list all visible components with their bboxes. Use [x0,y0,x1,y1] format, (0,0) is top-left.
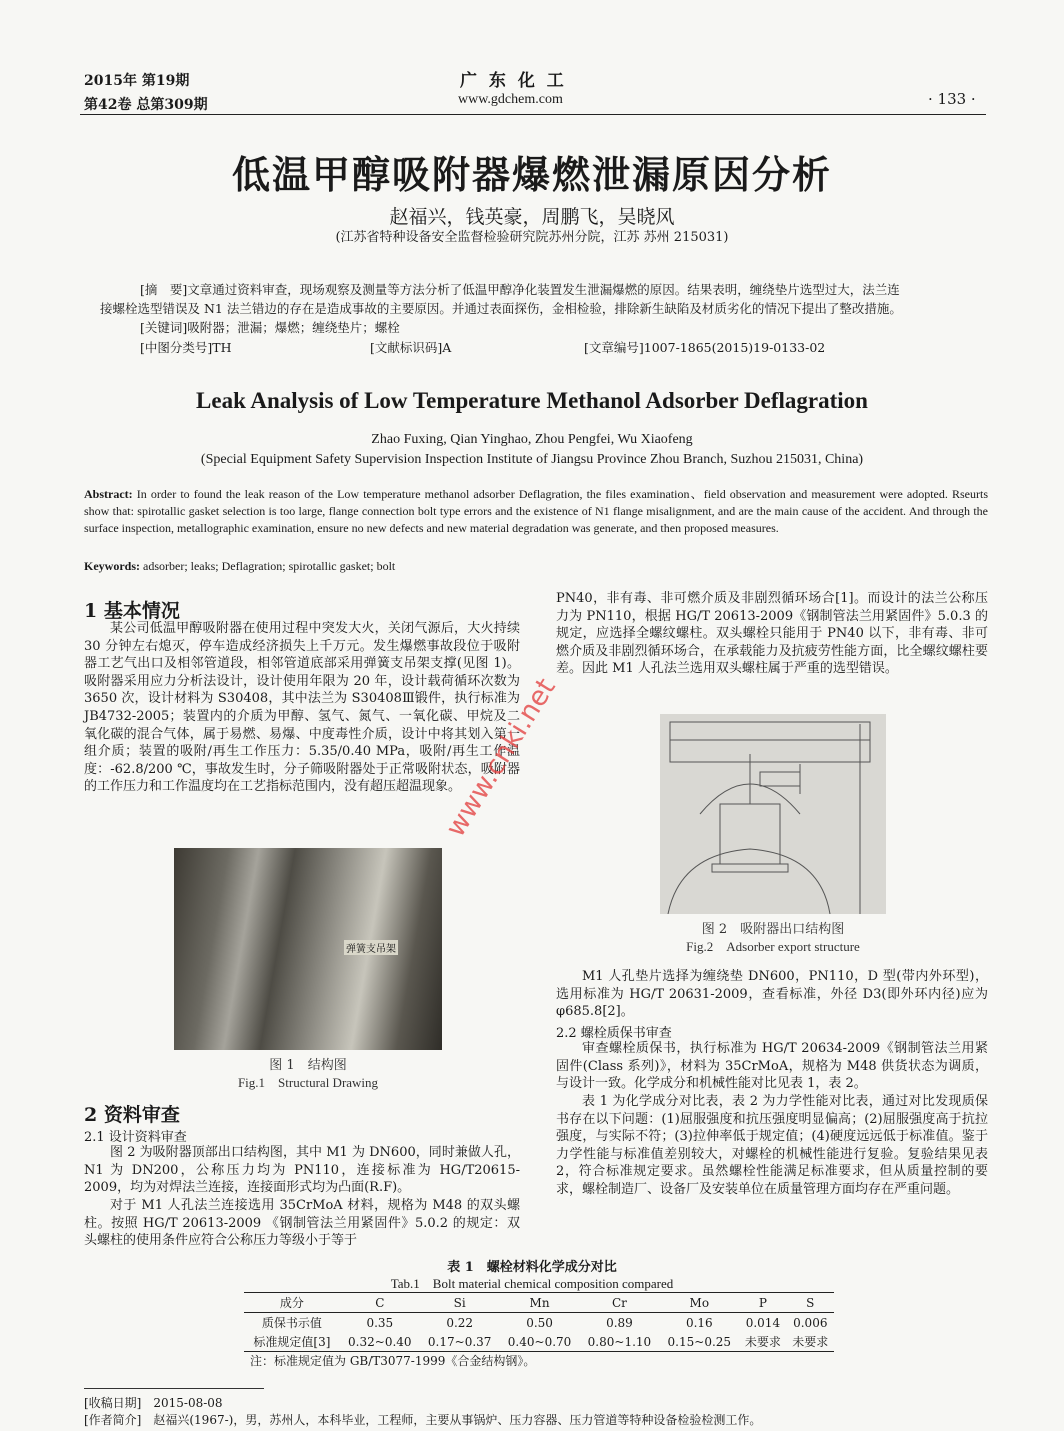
table-header-cell: Cr [579,1293,659,1313]
table-cell: 标准规定值[3] [244,1332,340,1352]
figure-1-photo [174,848,442,1050]
table-row [244,1332,834,1352]
table-header-cell: 成分 [244,1293,340,1313]
figure-1-label: 弹簧支吊架 [344,940,398,955]
table-cell: 未要求 [787,1332,834,1352]
clc-number: [中图分类号]TH [140,340,232,355]
table-cell: 0.16 [685,1315,713,1330]
figure-1-caption-en: Fig.1 Structural Drawing [237,1075,379,1090]
figure-2-caption-en: Fig.2 Adsorber export structure [686,939,860,954]
right-paragraph-continued: PN40，非有毒、非可燃介质及非剧烈循环场合[1]。而设计的法兰公称压力为 PN110，根据 HG/T 20613-2009《钢制管法兰用紧固件》5.0.3 的规定，应选择全螺纹螺柱。双头螺栓只能用于 PN40 以下，非有毒、非可燃介质及非剧烈循环场合，在承载能力及抗疲劳性能方面，比全螺纹螺柱要差。因此 M1 人孔法兰选用双头螺柱属于严重的选型错误。 [556,591,988,677]
abstract-en [84,486,988,537]
abstract-cn [100,280,990,337]
keywords-en-text: adsorber; leaks; Deflagration; spirotallic gasket; bolt [140,559,396,573]
title-cn: 低温甲醇吸附器爆燃泄漏原因分析 [231,152,832,197]
drawing-n1-nozzle [760,772,800,786]
table-cell: 0.014 [745,1315,781,1330]
subsection-2-2-heading: 2.2 螺栓质保书审查 [556,1026,672,1041]
authors-cn: 赵福兴，钱英豪，周鹏飞，吴晓风 [389,206,675,228]
section-2-1-paragraph-1: 图 2 为吸附器顶部出口结构图，其中 M1 为 DN600，同时兼做人孔，N1 为 DN200，公称压力均为 PN110，连接标准为 HG/T20615-2009，均为对焊法兰连接，连接面形式均为凸面(R.F)。 [84,1145,520,1196]
footnote-received: [收稿日期] 2015-08-08 [84,1396,223,1410]
journal-website[interactable]: www.gdchem.com [458,92,563,107]
table-cell: 0.35 [366,1315,394,1330]
header-volume: 第42卷 总第309期 [84,97,208,113]
drawing-manhole-neck [720,804,780,864]
page-number: · 133 · [928,90,976,108]
footnote-author: [作者简介] 赵福兴(1967-)，男，苏州人，本科毕业，工程师，主要从事锅炉、压力容器、压力管道等特种设备检验检测工作。 [84,1413,762,1427]
affiliation-cn: (江苏省特种设备安全监督检验研究院苏州分院，江苏 苏州 215031) [335,230,729,245]
affiliation-en: (Special Equipment Safety Supervision Inspection Institute of Jiangsu Province Zhou Branch, Suzhou 215031, China) [200,452,864,467]
table-cell: 0.32~0.40 [340,1332,420,1352]
table-1 [244,1292,834,1352]
table-header-row [244,1293,834,1313]
abstract-cn-line2: 接螺栓选型错误及 N1 法兰错边的存在是造成事故的主要原因。并通过表面探伤，金相检验，排除新生缺陷及材质劣化的情况下提出了整改措施。 [100,301,902,316]
table-cell: 0.15~0.25 [659,1332,739,1352]
footnote-rule [84,1388,264,1389]
table-cell: 0.17~0.37 [420,1332,500,1352]
table-cell: 0.89 [606,1315,633,1330]
drawing-m1-flange [712,864,788,872]
table-1-title-en: Tab.1 Bolt material chemical composition compared [390,1276,674,1291]
subsection-2-1-heading: 2.1 设计资料审查 [84,1130,187,1145]
article-number: [文章编号]1007-1865(2015)19-0133-02 [584,340,826,355]
watermark-text: www.cnki.net [440,673,562,843]
figure-2-drawing [660,714,886,914]
table-header-cell: Si [420,1293,500,1313]
table-row [244,1313,834,1333]
keywords-en [84,558,988,575]
table-cell: 未要求 [739,1332,786,1352]
abstract-cn-line1: [摘 要]文章通过资料审查，现场观察及测量等方法分析了低温甲醇净化装置发生泄漏爆燃的原因。结果表明，缠绕垫片选型过大，法兰连 [140,282,900,297]
table-1-note: 注：标准规定值为 GB/T3077-1999《合金结构钢》。 [250,1354,536,1368]
table-cell: 0.50 [526,1315,553,1330]
title-en: Leak Analysis of Low Temperature Methanol Adsorber Deflagration [196,388,868,413]
table-1-grid [244,1292,834,1352]
section-2-2-paragraph-1: 审查螺栓质保书，执行标准为 HG/T 20634-2009《钢制管法兰用紧固件(Class 系列)》，材料为 35CrMoA，规格为 M48 供货状态为调质，与设计一致。化学成分和机械性能对比见表 1，表 2。 [556,1041,988,1092]
section-2-1-paragraph-2: 对于 M1 人孔法兰连接选用 35CrMoA 材料，规格为 M48 的双头螺柱。按照 HG/T 20613-2009 《钢制管法兰用紧固件》5.0.2 的规定：双头螺柱的使用条件应符合公称压力等级小于等于 [84,1198,520,1249]
figure-2-caption-cn: 图 2 吸附器出口结构图 [701,922,845,937]
keywords-cn: [关键词]吸附器；泄漏；爆燃；缠绕垫片；螺栓 [140,320,400,335]
table-1-title-cn: 表 1 螺栓材料化学成分对比 [447,1260,617,1275]
table-cell: 0.40~0.70 [500,1332,580,1352]
doc-code: [文献标识码]A [370,340,452,355]
right-paragraph-gasket: M1 人孔垫片选择为缠绕垫 DN600，PN110，D 型(带内外环型)，选用标准为 HG/T 20631-2009，查看标准，外径 D3(即外环内径)应为 φ685.8[2]。 [556,969,988,1020]
journal-name: 广 东 化 工 [460,71,567,91]
table-header-cell: Mn [500,1293,580,1313]
section-1-paragraph: 某公司低温甲醇吸附器在使用过程中突发大火，关闭气源后，大火持续 30 分钟左右熄灭，停车造成经济损失上千万元。发生爆燃事故段位于吸附器工艺气出口及相邻管道段，相邻管道底部采用弹簧支吊架支撑(见图 1)。吸附器采用应力分析法设计，设计使用年限为 20 年，设计载荷循环次数为 3650 次，设计材料为 S30408，其中法兰为 S30408Ⅲ锻件，执行标准为 JB4732-2005；装置内的介质为甲醇、氢气、氮气、一氧化碳、甲烷及二氧化碳的混合气体，属于易燃、易爆、中度毒性介质，设计中将其划入第一组介质；装置的吸附/再生工作压力：5.35/0.40 MPa，吸附/再生工作温度：-62.8/200 ℃，事故发生时，分子筛吸附器处于正常吸附状态，吸附器的工作压力和工作温度均在工艺指标范围内，没有超压超温现象。 [84,621,520,795]
abstract-en-label: Abstract: [84,487,133,501]
adsorber-drawing-svg [660,714,886,914]
table-cell: 0.22 [446,1315,474,1330]
table-header-cell: P [739,1293,786,1313]
section-2-2-paragraph-2: 表 1 为化学成分对比表，表 2 为力学性能对比表，通过对比发现质保书存在以下问题：(1)屈服强度和抗压强度明显偏高；(2)屈服强度高于抗拉强度，与实际不符；(3)拉伸率低于规定值；(4)硬度远远低于标准值。鉴于力学性能与标准值差别较大，对螺栓的机械性能进行复验。复验结果见表 2，符合标准规定要求。虽然螺栓性能满足标准要求，但从质量控制的要求，螺栓制造厂、设备厂及安装单位在质量管理方面均存在严重问题。 [556,1094,988,1197]
abstract-en-text: In order to found the leak reason of the Low temperature methanol adsorber Deflagration, the files examination、field observation and measurement were adopted. Rseurts show that: spirotallic gasket selection is too large, flange connection bolt type errors and the existence of N1 flange misalignment, and are the main cause of the accident. And through the surface inspection, metallographic examination, ensure no new defects and new material degradation was generate, and then proposed measures. [84,487,988,535]
section-2-heading: 2 资料审查 [84,1104,180,1126]
header-rule [80,114,986,115]
table-cell: 0.80~1.10 [579,1332,659,1352]
section-1-heading: 1 基本情况 [84,600,180,622]
figure-1-caption-cn: 图 1 结构图 [269,1058,347,1073]
table-cell: 0.006 [793,1315,828,1330]
authors-en: Zhao Fuxing, Qian Yinghao, Zhou Pengfei, Wu Xiaofeng [371,432,693,447]
keywords-en-label: Keywords: [84,559,140,573]
table-header-cell: S [787,1293,834,1313]
drawing-dimension-frame [670,722,870,762]
table-header-cell: C [340,1293,420,1313]
drawing-vessel-head [668,849,830,914]
header-issue: 2015年 第19期 [84,73,190,89]
table-header-cell: Mo [659,1293,739,1313]
table-cell: 质保书示值 [261,1316,322,1330]
